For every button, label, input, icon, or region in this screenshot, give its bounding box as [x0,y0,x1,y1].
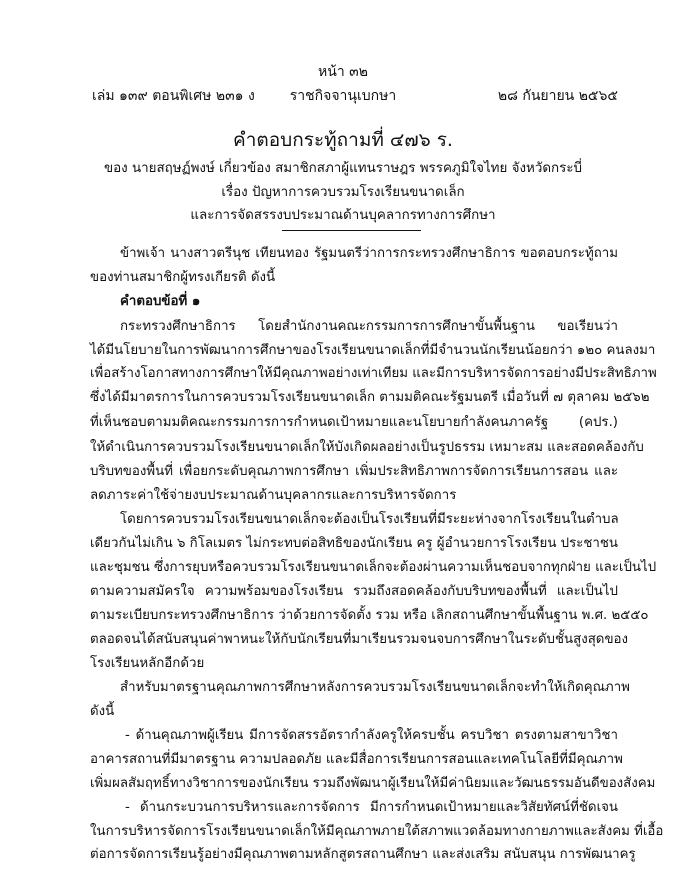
body-line: และชุมชน ซึ่งการยุบหรือควบรวมโรงเรียนขนาดเล็กจะต้องผ่านความเห็นชอบจากทุกฝ่าย และเป็นไป [90,560,657,575]
gazette-name: ราชกิจจานุเบกษา [289,88,397,104]
answer-heading: คำตอบข้อที่ ๑ [120,294,201,309]
body-line: โรงเรียนหลักอีกด้วย [90,656,205,671]
doc-from: ของ นายสฤษฏ์พงษ์ เกี่ยวข้อง สมาชิกสภาผู้แทนราษฎร พรรคภูมิใจไทย จังหวัดกระบี่ [103,161,583,176]
body-line: ดังนี้ [90,704,115,719]
body-line: ที่เห็นชอบตามมติคณะกรรมการการกำหนดเป้าหมายและนโยบายกำลังคนภาครัฐ (คปร.) [90,415,618,430]
body-line: ลดภาระค่าใช้จ่ายงบประมาณด้านบุคลากรและการบริหารจัดการ [90,488,457,503]
body-line: ในการบริหารจัดการโรงเรียนขนาดเล็กให้มีคุณภาพภายใต้สภาพแวดล้อมทางกายภาพและสังคม ที่เอื้อ [90,824,664,839]
body-line: เดียวกันไม่เกิน ๖ กิโลเมตร ไม่กระทบต่อสิทธิของนักเรียน ครู ผู้อำนวยการโรงเรียน ประชาชน [90,536,618,551]
list-item: - ด้านกระบวนการบริหารและการจัดการ มีการกำหนดเป้าหมายและวิสัยทัศน์ที่ชัดเจน [125,800,618,815]
doc-subject-line-2: และการจัดสรรงบประมาณด้านบุคลากรทางการศึกษา [190,208,496,223]
page-number: หน้า ๓๒ [318,64,368,80]
body-line: เพิ่มผลสัมฤทธิ์ทางวิชาการของนักเรียน รวมถึงพัฒนาผู้เรียนให้มีค่านิยมและวัฒนธรรมอันดีของสังคม [90,776,656,791]
publish-date: ๒๘ กันยายน ๒๕๖๕ [497,88,618,104]
body-line: ตามระเบียบกระทรวงศึกษาธิการ ว่าด้วยการจัดตั้ง รวม หรือ เลิกสถานศึกษาขั้นพื้นฐาน พ.ศ. ๒๕๕๐ [90,608,649,623]
body-line: ข้าพเจ้า นางสาวตรีนุช เทียนทอง รัฐมนตรีว่าการกระทรวงศึกษาธิการ ขอตอบกระทู้ถาม [120,246,618,261]
body-line: ให้ดำเนินการควบรวมโรงเรียนขนาดเล็กให้บังเกิดผลอย่างเป็นรูปธรรม เหมาะสม และสอดคล้องกับ [90,440,644,455]
body-line: โดยการควบรวมโรงเรียนขนาดเล็กจะต้องเป็นโรงเรียนที่มีระยะห่างจากโรงเรียนในตำบล [120,512,619,527]
doc-subject-line-1: เรื่อง ปัญหาการควบรวมโรงเรียนขนาดเล็ก [221,185,465,200]
doc-title: คำตอบกระทู้ถามที่ ๔๗๖ ร. [233,129,453,151]
body-line: ตลอดจนได้สนับสนุนค่าพาหนะให้กับนักเรียนที่มาเรียนรวมจนจบการศึกษาในระดับชั้นสูงสุดของ [90,632,629,647]
body-line: ต่อการจัดการเรียนรู้อย่างมีคุณภาพตามหลักสูตรสถานศึกษา และส่งเสริม สนับสนุน การพัฒนาครู [90,847,636,862]
list-item: - ด้านคุณภาพผู้เรียน มีการจัดสรรอัตรากำลังครูให้ครบชั้น ครบวิชา ตรงตามสาขาวิชา [125,728,618,743]
body-line: อาคารสถานที่มีมาตรฐาน ความปลอดภัย และมีสื่อการเรียนการสอนและเทคโนโลยีที่มีคุณภาพ [90,752,623,767]
body-line: ได้มีนโยบายในการพัฒนาการศึกษาของโรงเรียนขนาดเล็กที่มีจำนวนนักเรียนน้อยกว่า ๑๒๐ คนลงมา [90,343,656,358]
body-line: บริบทของพื้นที่ เพื่อยกระดับคุณภาพการศึกษา เพิ่มประสิทธิภาพการจัดการเรียนการสอน และ [90,464,618,479]
body-line: ของท่านสมาชิกผู้ทรงเกียรติ ดังนี้ [90,270,276,285]
body-line: ตามความสมัครใจ ความพร้อมของโรงเรียน รวมถึงสอดคล้องกับบริบทของพื้นที่ และเป็นไป [90,584,618,599]
body-line: กระทรวงศึกษาธิการ โดยสำนักงานคณะกรรมการการศึกษาขั้นพื้นฐาน ขอเรียนว่า [120,319,618,334]
body-line: ซึ่งได้มีมาตรการในการควบรวมโรงเรียนขนาดเล็ก ตามมติคณะรัฐมนตรี เมื่อวันที่ ๗ ตุลาคม ๒๕๖๒ [90,390,650,405]
body-line: เพื่อสร้างโอกาสทางการศึกษาให้มีคุณภาพอย่างเท่าเทียม และมีการบริหารจัดการอย่างมีประสิทธิภาพ [90,366,657,381]
title-divider [282,230,421,231]
body-line: สำหรับมาตรฐานคุณภาพการศึกษาหลังการควบรวมโรงเรียนขนาดเล็กจะทำให้เกิดคุณภาพ [120,680,630,695]
volume-info: เล่ม ๑๓๙ ตอนพิเศษ ๒๓๑ ง [92,88,255,104]
